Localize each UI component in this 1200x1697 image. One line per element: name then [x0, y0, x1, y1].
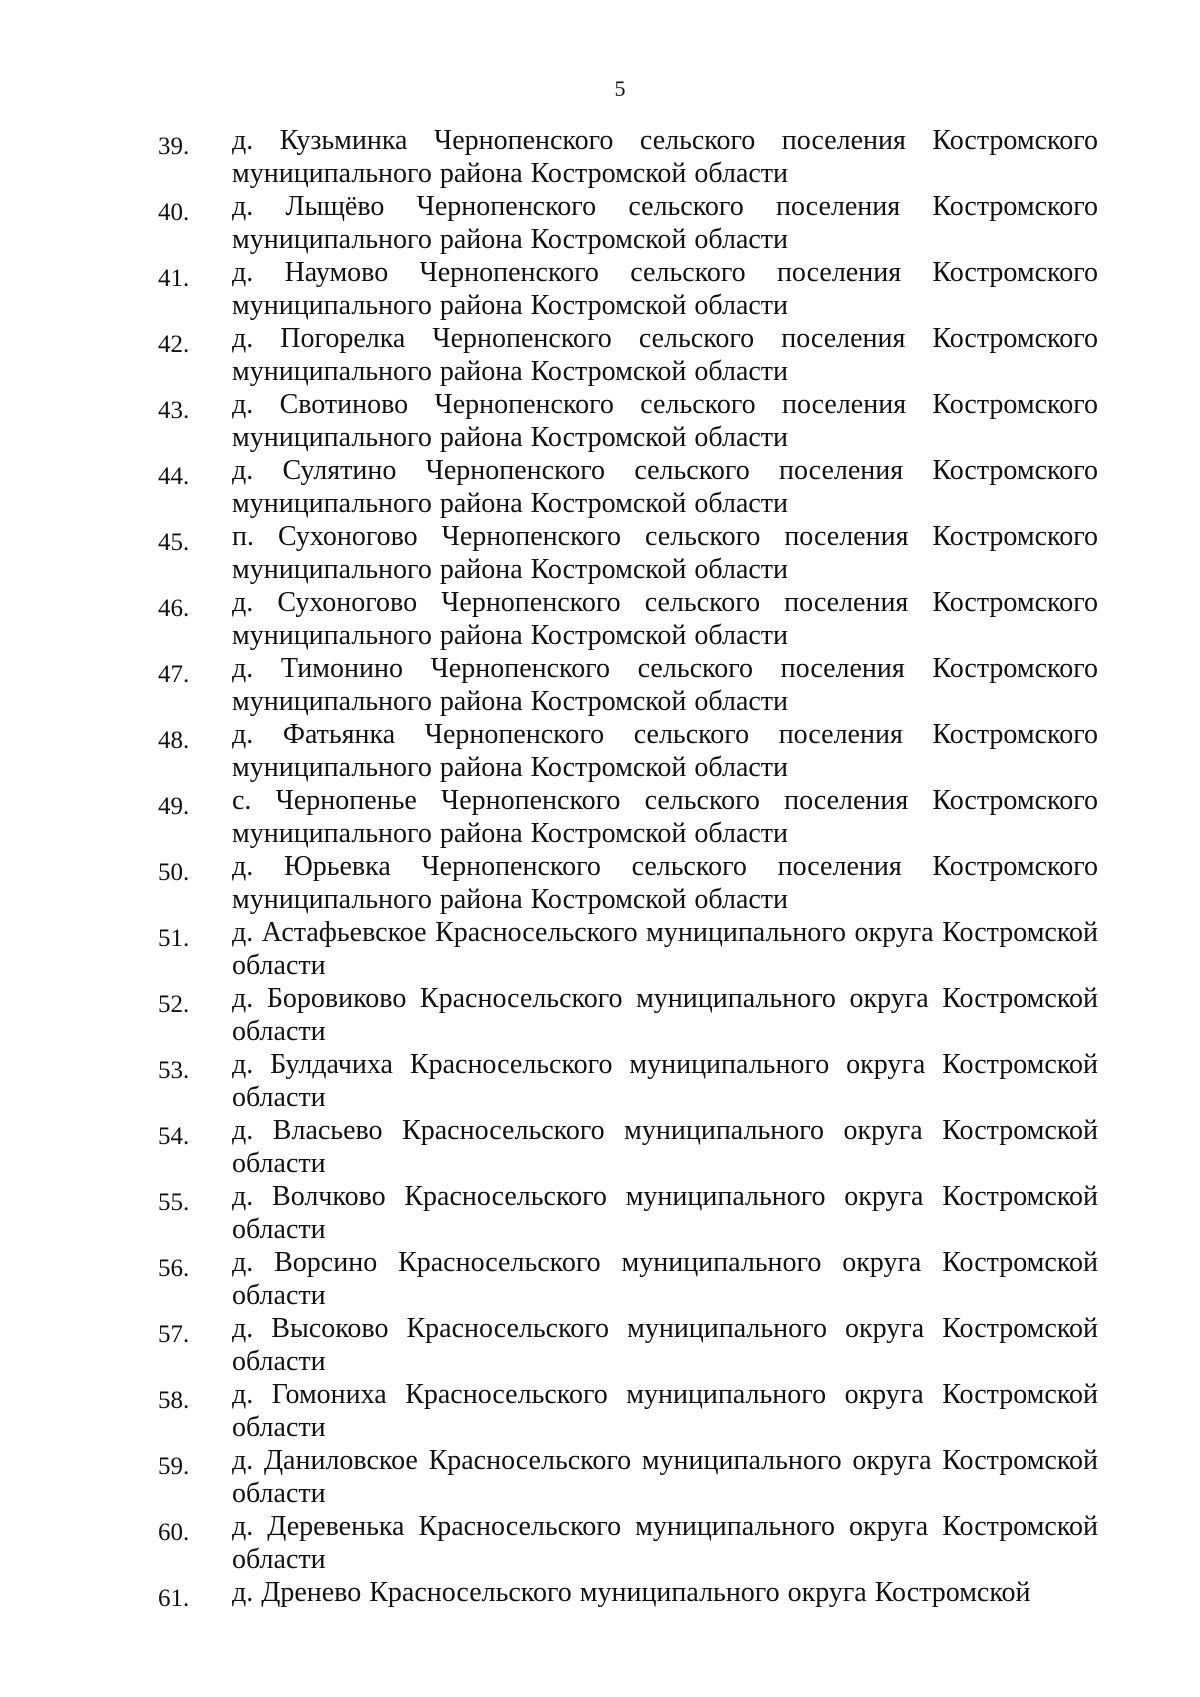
- item-text: д. Булдачиха Красносельского муниципального округа Костромской области: [232, 1049, 1098, 1113]
- list-item: [158, 652, 1098, 718]
- item-number: 60.: [158, 1519, 190, 1546]
- item-number: 49.: [158, 793, 190, 820]
- list-item: [158, 1246, 1098, 1312]
- item-number: 50.: [158, 859, 190, 886]
- item-text: д. Фатьянка Чернопенского сельского поселения Костромского муниципального района Костромской области: [232, 719, 1098, 783]
- list-item: [158, 586, 1098, 652]
- list-item: [158, 1048, 1098, 1114]
- list-item: [158, 1444, 1098, 1510]
- list-item: [158, 256, 1098, 322]
- item-number: 54.: [158, 1123, 190, 1150]
- item-number: 55.: [158, 1189, 190, 1216]
- list-item: [158, 982, 1098, 1048]
- list-item: [158, 1576, 1098, 1615]
- item-number: 42.: [158, 331, 190, 358]
- item-text: д. Кузьминка Чернопенского сельского поселения Костромского муниципального района Костромской области: [232, 125, 1098, 189]
- item-text: д. Волчково Красносельского муниципального округа Костромской области: [232, 1181, 1098, 1245]
- item-text: д. Боровиково Красносельского муниципального округа Костромской области: [232, 983, 1098, 1047]
- settlement-list: [158, 124, 1098, 1615]
- list-item: [158, 718, 1098, 784]
- item-text: д. Наумово Чернопенского сельского поселения Костромского муниципального района Костромской области: [232, 257, 1098, 321]
- item-text: д. Дренево Красносельского муниципального округа Костромской: [232, 1577, 1031, 1608]
- item-text: д. Свотиново Чернопенского сельского поселения Костромского муниципального района Костромской области: [232, 389, 1098, 453]
- item-text: д. Гомониха Красносельского муниципального округа Костромской области: [232, 1379, 1098, 1443]
- list-item: [158, 520, 1098, 586]
- list-item: [158, 322, 1098, 388]
- list-item: [158, 124, 1098, 190]
- item-number: 59.: [158, 1453, 190, 1480]
- list-item: [158, 388, 1098, 454]
- item-number: 51.: [158, 925, 190, 952]
- item-text: д. Сулятино Чернопенского сельского поселения Костромского муниципального района Костромской области: [232, 455, 1098, 519]
- item-text: д. Юрьевка Чернопенского сельского поселения Костромского муниципального района Костромской области: [232, 851, 1098, 915]
- item-text: д. Даниловское Красносельского муниципального округа Костромской области: [232, 1445, 1098, 1509]
- item-text: д. Тимонино Чернопенского сельского поселения Костромского муниципального района Костромской области: [232, 653, 1098, 717]
- item-number: 39.: [158, 133, 190, 160]
- list-item: [158, 916, 1098, 982]
- list-item: [158, 784, 1098, 850]
- item-number: 52.: [158, 991, 190, 1018]
- item-text: д. Ворсино Красносельского муниципального округа Костромской области: [232, 1247, 1098, 1311]
- item-text: д. Высоково Красносельского муниципального округа Костромской области: [232, 1313, 1098, 1377]
- item-number: 41.: [158, 265, 190, 292]
- page-number: 5: [614, 76, 626, 101]
- item-number: 46.: [158, 595, 190, 622]
- list-item: [158, 190, 1098, 256]
- item-number: 43.: [158, 397, 190, 424]
- list-item: [158, 850, 1098, 916]
- list-item: [158, 1510, 1098, 1576]
- item-text: д. Лыщёво Чернопенского сельского поселения Костромского муниципального района Костромской области: [232, 191, 1098, 255]
- item-number: 47.: [158, 661, 190, 688]
- item-text: д. Астафьевское Красносельского муниципального округа Костромской области: [232, 917, 1098, 981]
- item-number: 58.: [158, 1387, 190, 1414]
- item-number: 61.: [158, 1585, 190, 1612]
- list-item: [158, 1378, 1098, 1444]
- list-item: [158, 454, 1098, 520]
- item-number: 48.: [158, 727, 190, 754]
- item-text: д. Погорелка Чернопенского сельского поселения Костромского муниципального района Костромской области: [232, 323, 1098, 387]
- list-item: [158, 1180, 1098, 1246]
- item-number: 57.: [158, 1321, 190, 1348]
- item-text: д. Сухоногово Чернопенского сельского поселения Костромского муниципального района Костромской области: [232, 587, 1098, 651]
- item-number: 40.: [158, 199, 190, 226]
- item-text: д. Власьево Красносельского муниципального округа Костромской области: [232, 1115, 1098, 1179]
- list-item: [158, 1114, 1098, 1180]
- item-text: с. Чернопенье Чернопенского сельского поселения Костромского муниципального района Костромской области: [232, 785, 1098, 849]
- item-number: 53.: [158, 1057, 190, 1084]
- item-text: п. Сухоногово Чернопенского сельского поселения Костромского муниципального района Костромской области: [232, 521, 1098, 585]
- item-number: 45.: [158, 529, 190, 556]
- item-number: 44.: [158, 463, 190, 490]
- item-text: д. Деревенька Красносельского муниципального округа Костромской области: [232, 1511, 1098, 1575]
- item-number: 56.: [158, 1255, 190, 1282]
- list-item: [158, 1312, 1098, 1378]
